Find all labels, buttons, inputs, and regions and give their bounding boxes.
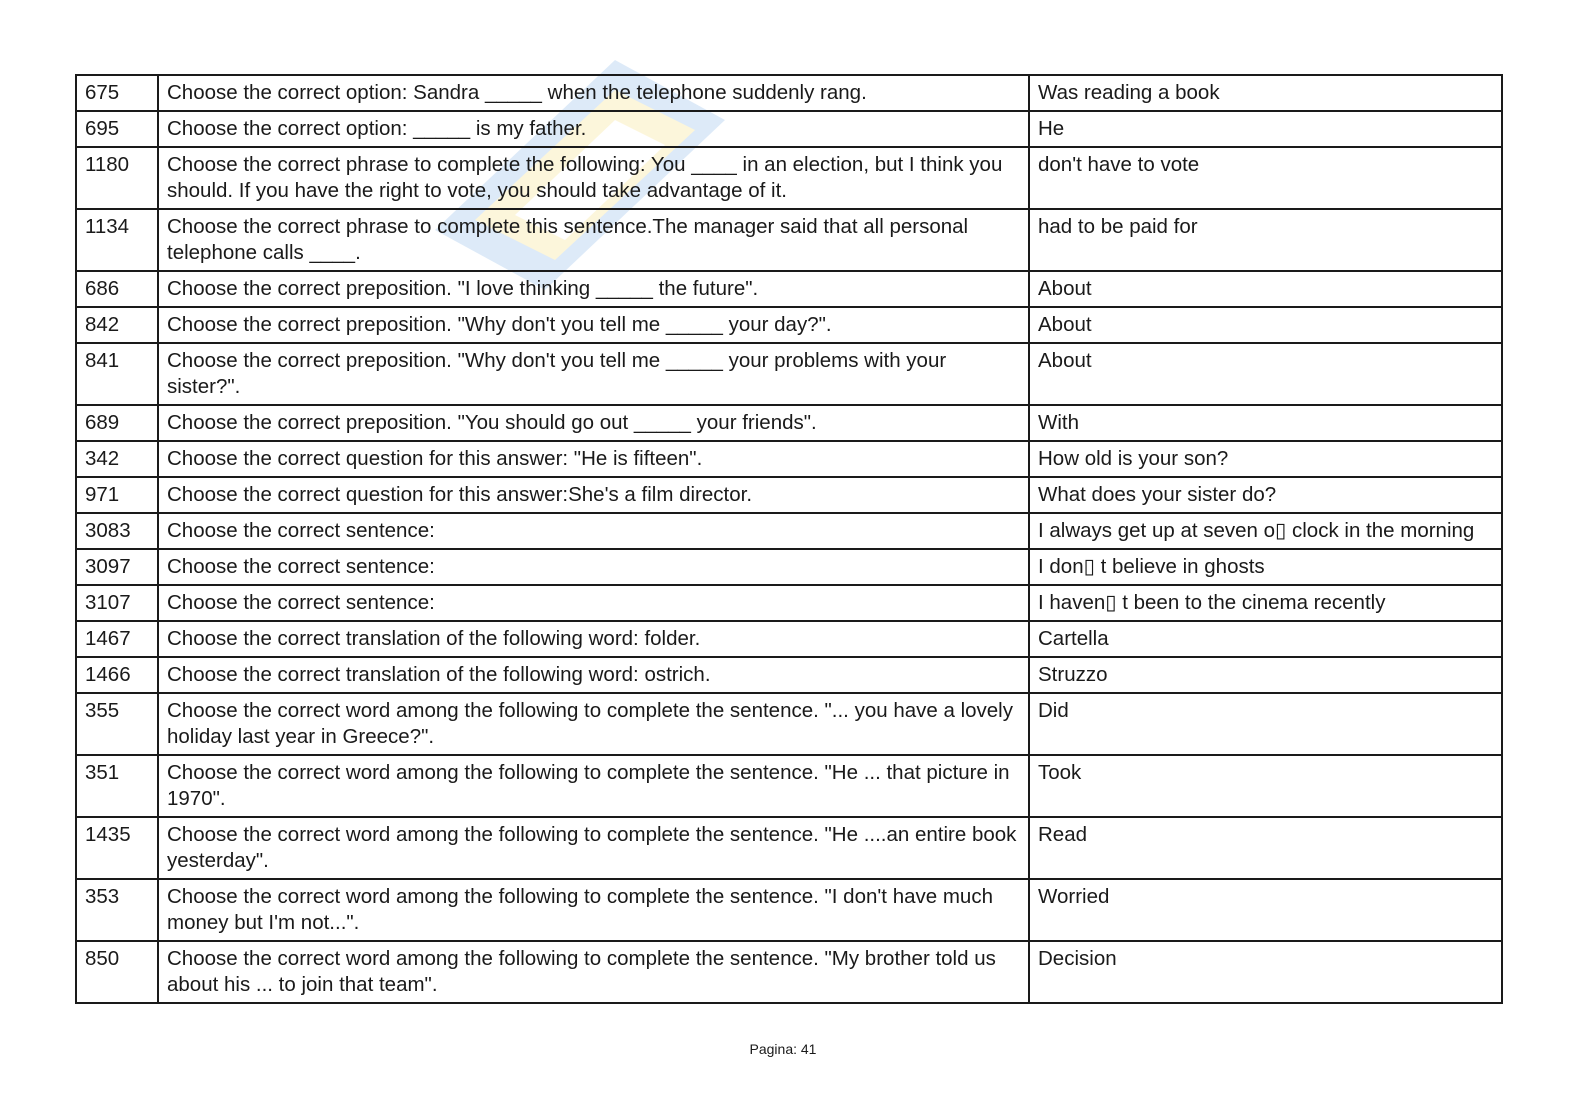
question-text-cell: Choose the correct sentence: [158, 513, 1029, 549]
question-text-cell: Choose the correct word among the following to complete the sentence. "My brother told us about his ... to join that team". [158, 941, 1029, 1003]
question-text-cell: Choose the correct word among the following to complete the sentence. "He ....an entire book yesterday". [158, 817, 1029, 879]
question-text-cell: Choose the correct word among the following to complete the sentence. "... you have a lovely holiday last year in Greece?". [158, 693, 1029, 755]
answer-text-cell: Decision [1029, 941, 1502, 1003]
question-text-cell: Choose the correct sentence: [158, 585, 1029, 621]
answer-text-cell: Read [1029, 817, 1502, 879]
question-id-cell: 355 [76, 693, 158, 755]
question-text-cell: Choose the correct translation of the following word: ostrich. [158, 657, 1029, 693]
table-row [76, 817, 1502, 879]
table-body [76, 75, 1502, 1003]
question-text-cell: Choose the correct preposition. "Why don't you tell me _____ your day?". [158, 307, 1029, 343]
table-row [76, 879, 1502, 941]
question-id-cell: 689 [76, 405, 158, 441]
question-text-cell: Choose the correct question for this answer:She's a film director. [158, 477, 1029, 513]
table-row [76, 209, 1502, 271]
answer-text-cell: Did [1029, 693, 1502, 755]
table-row [76, 477, 1502, 513]
table-row [76, 75, 1502, 111]
answer-text-cell: About [1029, 307, 1502, 343]
table-row [76, 405, 1502, 441]
question-text-cell: Choose the correct option: Sandra _____ when the telephone suddenly rang. [158, 75, 1029, 111]
answer-text-cell: How old is your son? [1029, 441, 1502, 477]
table-row [76, 271, 1502, 307]
question-id-cell: 351 [76, 755, 158, 817]
answer-text-cell: Cartella [1029, 621, 1502, 657]
table-row [76, 147, 1502, 209]
answer-text-cell: He [1029, 111, 1502, 147]
answer-text-cell: I haven▯ t been to the cinema recently [1029, 585, 1502, 621]
table-row [76, 693, 1502, 755]
question-id-cell: 1466 [76, 657, 158, 693]
table-row [76, 755, 1502, 817]
table-row [76, 111, 1502, 147]
table-row [76, 513, 1502, 549]
answer-text-cell: Worried [1029, 879, 1502, 941]
question-text-cell: Choose the correct preposition. "You should go out _____ your friends". [158, 405, 1029, 441]
question-id-cell: 1435 [76, 817, 158, 879]
question-text-cell: Choose the correct question for this answer: "He is fifteen". [158, 441, 1029, 477]
question-text-cell: Choose the correct word among the following to complete the sentence. "He ... that picture in 1970". [158, 755, 1029, 817]
table-row [76, 585, 1502, 621]
question-id-cell: 842 [76, 307, 158, 343]
question-text-cell: Choose the correct phrase to complete this sentence.The manager said that all personal telephone calls ____. [158, 209, 1029, 271]
question-id-cell: 675 [76, 75, 158, 111]
question-id-cell: 971 [76, 477, 158, 513]
answer-text-cell: Struzzo [1029, 657, 1502, 693]
answer-text-cell: Took [1029, 755, 1502, 817]
answer-text-cell: had to be paid for [1029, 209, 1502, 271]
table-row [76, 621, 1502, 657]
question-id-cell: 3107 [76, 585, 158, 621]
question-id-cell: 1134 [76, 209, 158, 271]
table-row [76, 657, 1502, 693]
question-text-cell: Choose the correct word among the following to complete the sentence. "I don't have much money but I'm not...". [158, 879, 1029, 941]
answer-text-cell: About [1029, 343, 1502, 405]
question-id-cell: 1180 [76, 147, 158, 209]
questions-table [75, 74, 1503, 1004]
question-id-cell: 342 [76, 441, 158, 477]
question-text-cell: Choose the correct phrase to complete the following: You ____ in an election, but I think you should. If you have the right to vote, you should take advantage of it. [158, 147, 1029, 209]
table-row [76, 941, 1502, 1003]
table-row [76, 343, 1502, 405]
question-text-cell: Choose the correct sentence: [158, 549, 1029, 585]
table-row [76, 307, 1502, 343]
page-number: Pagina: 41 [749, 1041, 817, 1057]
question-text-cell: Choose the correct preposition. "Why don't you tell me _____ your problems with your sister?". [158, 343, 1029, 405]
question-id-cell: 686 [76, 271, 158, 307]
answer-text-cell: I always get up at seven o▯ clock in the morning [1029, 513, 1502, 549]
answer-text-cell: About [1029, 271, 1502, 307]
question-id-cell: 353 [76, 879, 158, 941]
answer-text-cell: I don▯ t believe in ghosts [1029, 549, 1502, 585]
answer-text-cell: With [1029, 405, 1502, 441]
question-text-cell: Choose the correct translation of the following word: folder. [158, 621, 1029, 657]
question-text-cell: Choose the correct preposition. "I love thinking _____ the future". [158, 271, 1029, 307]
answer-text-cell: What does your sister do? [1029, 477, 1502, 513]
answer-text-cell: don't have to vote [1029, 147, 1502, 209]
question-id-cell: 3097 [76, 549, 158, 585]
answer-text-cell: Was reading a book [1029, 75, 1502, 111]
question-id-cell: 850 [76, 941, 158, 1003]
question-id-cell: 1467 [76, 621, 158, 657]
question-id-cell: 695 [76, 111, 158, 147]
question-id-cell: 3083 [76, 513, 158, 549]
question-id-cell: 841 [76, 343, 158, 405]
question-text-cell: Choose the correct option: _____ is my father. [158, 111, 1029, 147]
table-row [76, 549, 1502, 585]
table-row [76, 441, 1502, 477]
